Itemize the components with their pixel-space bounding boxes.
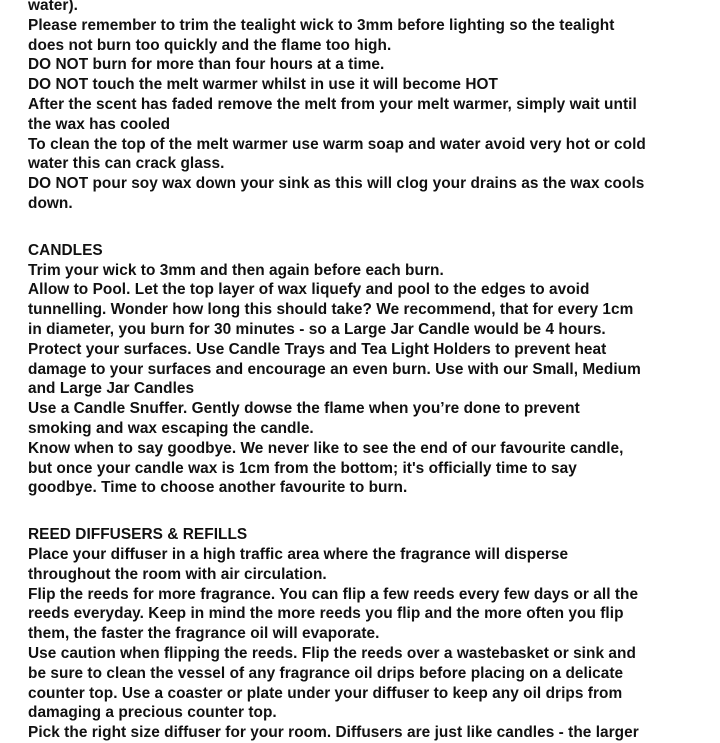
text-line: water this can crack glass. [28, 155, 225, 173]
text-line: Pick the right size diffuser for your room. Diffusers are just like candles - the larger [28, 724, 639, 742]
text-line: throughout the room with air circulation. [28, 565, 327, 583]
text-line: DO NOT pour soy wax down your sink as this will clog your drains as the wax cools [28, 175, 645, 193]
care-instructions-document [28, 0, 718, 743]
text-line: To clean the top of the melt warmer use warm soap and water avoid very hot or cold [28, 135, 646, 153]
text-line: goodbye. Time to choose another favourite to burn. [28, 479, 408, 497]
text-line: down. [28, 194, 73, 212]
section-spacer [28, 498, 718, 525]
text-line: reeds everyday. Keep in mind the more reeds you flip and the more often you flip [28, 605, 624, 623]
text-line: Trim your wick to 3mm and then again before each burn. [28, 261, 444, 279]
reed-diffusers-section [28, 525, 718, 743]
text-line: counter top. Use a coaster or plate under your diffuser to keep any oil drips from [28, 684, 623, 702]
text-line: does not burn too quickly and the flame too high. [28, 36, 392, 54]
text-line: Use a Candle Snuffer. Gently dowse the flame when you’re done to prevent [28, 400, 580, 418]
text-line: but once your candle wax is 1cm from the bottom; it's officially time to say [28, 459, 577, 477]
text-line: smoking and wax escaping the candle. [28, 419, 314, 437]
text-line: Please remember to trim the tealight wick to 3mm before lighting so the tealight [28, 16, 615, 34]
section-heading: CANDLES [28, 241, 103, 259]
text-line: Flip the reeds for more fragrance. You can flip a few reeds every few days or all the [28, 585, 639, 603]
text-line: Know when to say goodbye. We never like to see the end of our favourite candle, [28, 439, 624, 457]
candles-section [28, 241, 718, 498]
text-line: Protect your surfaces. Use Candle Trays and Tea Light Holders to prevent heat [28, 340, 607, 358]
text-line: the wax has cooled [28, 115, 171, 133]
text-line: and Large Jar Candles [28, 380, 195, 398]
text-line: DO NOT burn for more than four hours at a time. [28, 56, 385, 74]
melt-warmer-section [28, 0, 718, 214]
text-line: After the scent has faded remove the melt from your melt warmer, simply wait until [28, 95, 637, 113]
text-line: damaging a precious counter top. [28, 704, 277, 722]
text-line: them, the faster the fragrance oil will evaporate. [28, 625, 380, 643]
text-line: tunnelling. Wonder how long this should take? We recommend, that for every 1cm [28, 301, 634, 319]
text-line: Allow to Pool. Let the top layer of wax liquefy and pool to the edges to avoid [28, 281, 590, 299]
text-line: in diameter, you burn for 30 minutes - so a Large Jar Candle would be 4 hours. [28, 320, 606, 338]
text-line: Use caution when flipping the reeds. Flip the reeds over a wastebasket or sink and [28, 644, 636, 662]
text-line: DO NOT touch the melt warmer whilst in use it will become HOT [28, 76, 498, 94]
text-line: damage to your surfaces and encourage an even burn. Use with our Small, Medium [28, 360, 641, 378]
text-line: be sure to clean the vessel of any fragrance oil drips before placing on a delicate [28, 664, 624, 682]
text-line: Place your diffuser in a high traffic area where the fragrance will disperse [28, 545, 569, 563]
section-heading: REED DIFFUSERS & REFILLS [28, 526, 248, 544]
section-spacer [28, 214, 718, 241]
text-line: water). [28, 0, 78, 14]
